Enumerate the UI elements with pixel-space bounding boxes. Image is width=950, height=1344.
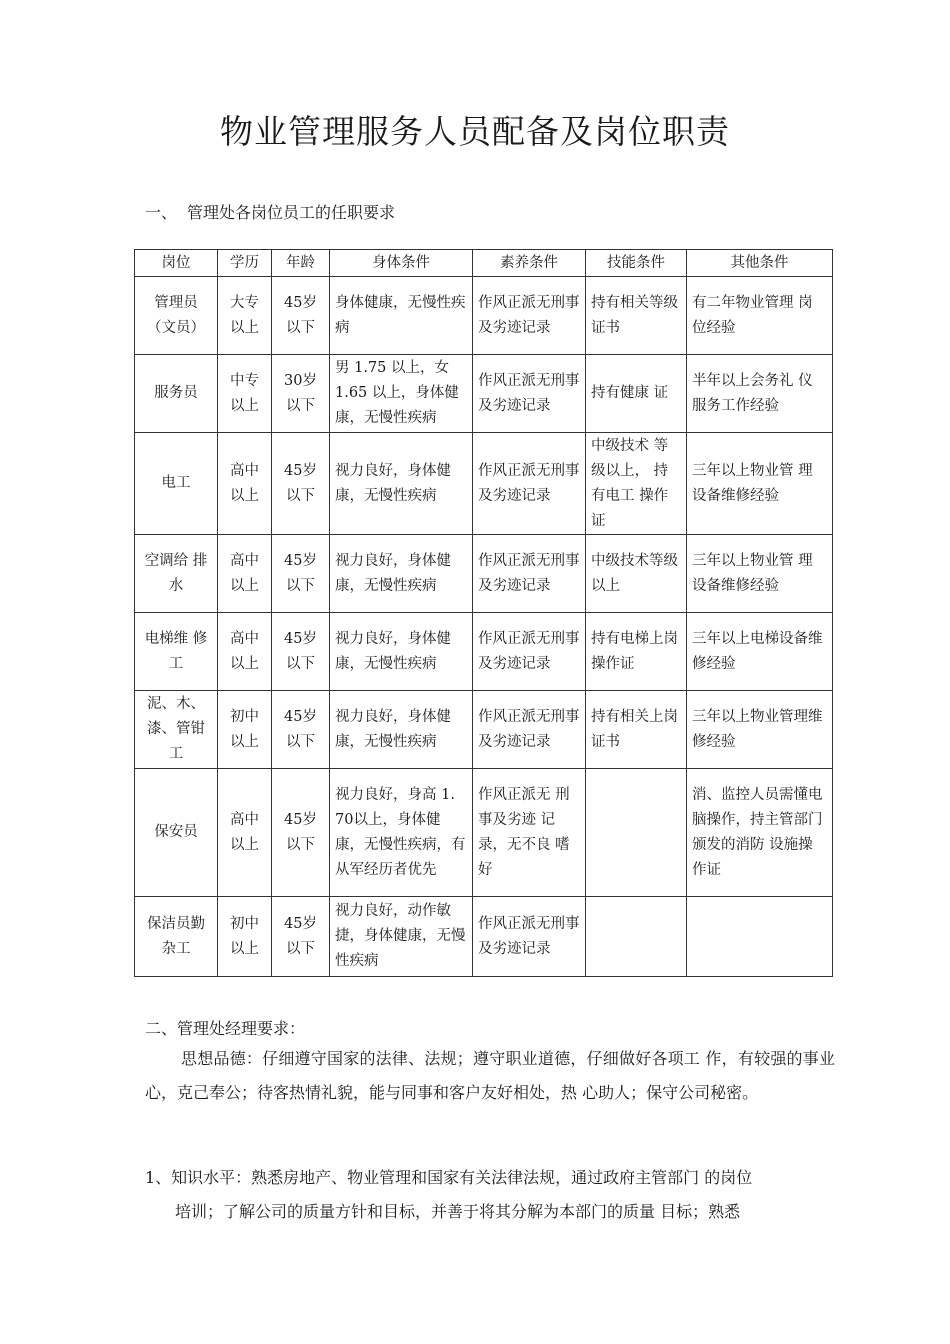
table-cell: 初中以上 (218, 691, 272, 769)
table-cell (586, 769, 687, 897)
table-row (135, 769, 833, 897)
table-cell: 作风正派无刑事及劣迹记录 (473, 277, 586, 355)
table-cell: 中级技术 等级以上， 持有电工 操作证 (586, 433, 687, 535)
table-cell: 视力良好，身体健康，无慢性疾病 (330, 535, 473, 613)
table-cell: 视力良好，动作敏捷，身体健康，无慢性疾病 (330, 897, 473, 977)
table-cell: 服务员 (135, 355, 218, 433)
table-cell: 三年以上物业管 理设备维修经验 (687, 433, 833, 535)
table-cell: 三年以上物业管 理设备维修经验 (687, 535, 833, 613)
paragraph-line: 培训；了解公司的质量方针和目标，并善于将其分解为本部门的质量 目标；熟悉 (175, 1202, 741, 1221)
table-cell: 作风正派无刑事及劣迹记录 (473, 433, 586, 535)
header-cell: 其他条件 (687, 250, 833, 277)
header-cell: 岗位 (135, 250, 218, 277)
table-cell: 45岁以下 (272, 433, 330, 535)
table-row (135, 277, 833, 355)
table-cell: 视力良好，身体健康，无慢性疾病 (330, 433, 473, 535)
table-cell: 作风正派无刑事及劣迹记录 (473, 691, 586, 769)
table-cell: 持有健康 证 (586, 355, 687, 433)
table-cell: 保洁员勤杂工 (135, 897, 218, 977)
table-cell: 初中以上 (218, 897, 272, 977)
table-cell: 45岁以下 (272, 691, 330, 769)
table-cell: 45岁以下 (272, 897, 330, 977)
table-cell: 中专以上 (218, 355, 272, 433)
table-cell: 电梯维 修工 (135, 613, 218, 691)
table-cell: 中级技术等级以上 (586, 535, 687, 613)
table-cell: 视力良好，身体健康，无慢性疾病 (330, 691, 473, 769)
section-heading (145, 200, 395, 223)
table-cell: 三年以上物业管理维修经验 (687, 691, 833, 769)
table-cell: 保安员 (135, 769, 218, 897)
table-header-row (135, 250, 833, 277)
table-cell: 作风正派无刑事及劣迹记录 (473, 613, 586, 691)
header-cell: 身体条件 (330, 250, 473, 277)
table-cell: 作风正派无刑事及劣迹记录 (473, 355, 586, 433)
table-cell: 45岁以下 (272, 613, 330, 691)
table-cell: 男 1.75 以上，女 1.65 以上，身体健康，无慢性疾病 (330, 355, 473, 433)
table-cell: 高中以上 (218, 433, 272, 535)
header-cell: 素养条件 (473, 250, 586, 277)
table-cell: 大专以上 (218, 277, 272, 355)
table-cell: 高中以上 (218, 769, 272, 897)
section-number: 一、 (145, 203, 178, 222)
table-cell (687, 897, 833, 977)
table-row (135, 691, 833, 769)
page-title: 物业管理服务人员配备及岗位职责 (220, 112, 730, 151)
table-row (135, 897, 833, 977)
table-cell: 高中以上 (218, 613, 272, 691)
table-cell: 45岁以下 (272, 769, 330, 897)
table-cell: 持有相关等级证书 (586, 277, 687, 355)
table-cell: 半年以上会务礼 仪服务工作经验 (687, 355, 833, 433)
table-row (135, 613, 833, 691)
table-cell: 作风正派无刑事及劣迹记录 (473, 897, 586, 977)
table-cell: 消、监控人员需懂电脑操作，持主管部门颁发的消防 设施操作证 (687, 769, 833, 897)
table-cell: 45岁以下 (272, 535, 330, 613)
table-cell: 持有电梯上岗操作证 (586, 613, 687, 691)
table-cell: 作风正派无刑事及劣迹记录 (473, 535, 586, 613)
header-cell: 技能条件 (586, 250, 687, 277)
section-heading-2: 二、管理处经理要求： (145, 1019, 306, 1038)
table-cell: 三年以上电梯设备维修经验 (687, 613, 833, 691)
table-cell: 高中以上 (218, 535, 272, 613)
table-cell: 持有相关上岗证书 (586, 691, 687, 769)
table-cell: 视力良好，身高 1. 70以上，身体健康，无慢性疾病，有从军经历者优先 (330, 769, 473, 897)
requirements-table (134, 249, 833, 977)
section-title: 管理处各岗位员工的任职要求 (187, 203, 396, 222)
table-cell: 30岁以下 (272, 355, 330, 433)
table-cell: 视力良好，身体健康，无慢性疾病 (330, 613, 473, 691)
table-cell: 作风正派无 刑事及劣迹 记录，无不良 嗜好 (473, 769, 586, 897)
header-cell: 学历 (218, 250, 272, 277)
table-cell: 身体健康，无慢性疾病 (330, 277, 473, 355)
table-row (135, 433, 833, 535)
table-cell: 有二年物业管理 岗位经验 (687, 277, 833, 355)
paragraph-moral-character: 思想品德：仔细遵守国家的法律、法规；遵守职业道德，仔细做好各项工 作，有较强的事业心，克己奉公；待客热情礼貌，能与同事和客户友好相处，热 心助人；保守公司秘密。 (145, 1049, 835, 1102)
header-cell: 年龄 (272, 250, 330, 277)
table-row (135, 535, 833, 613)
table-cell: 泥、木、漆、管钳工 (135, 691, 218, 769)
table-cell: 空调给 排水 (135, 535, 218, 613)
table-cell (586, 897, 687, 977)
table-cell: 45岁以下 (272, 277, 330, 355)
paragraph-knowledge (145, 1161, 835, 1229)
paragraph-line: 1、知识水平：熟悉房地产、物业管理和国家有关法律法规，通过政府主管部门 的岗位 (145, 1168, 753, 1187)
table-row (135, 355, 833, 433)
table-cell: 电工 (135, 433, 218, 535)
table-cell: 管理员（文员） (135, 277, 218, 355)
